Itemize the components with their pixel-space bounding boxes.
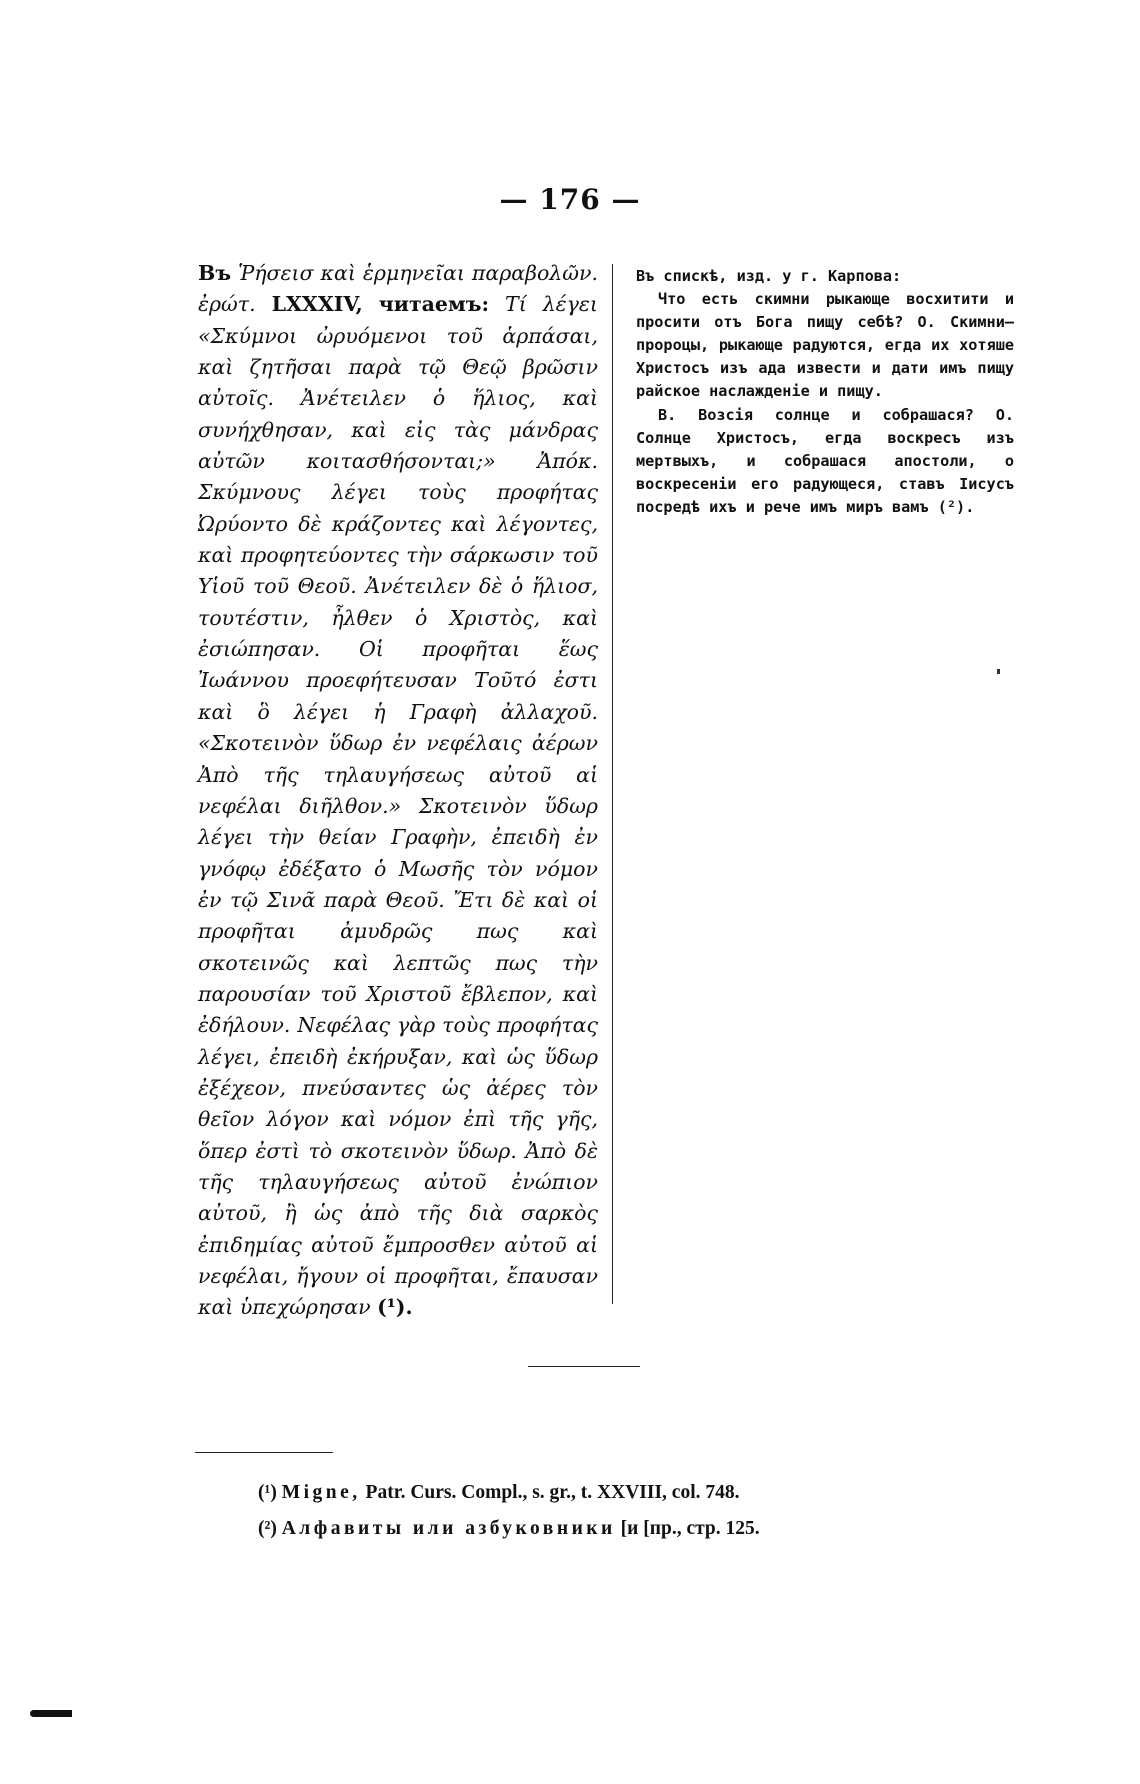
greek-column: [198, 258, 598, 1324]
footnote-1: [258, 1482, 739, 1504]
reading-verb: читаемъ:: [378, 292, 490, 317]
footnote-rule: [195, 1452, 333, 1453]
greek-body-text: Τί λέγει «Σκύμνοι ὠρυόμενοι τοῦ ἁρπάσαι, καὶ ζητῆσαι παρὰ τῷ Θεῷ βρῶσιν αὐτοῖς. Ἀνέτειλεν ὁ ἥλιος, καὶ συνήχθησαν, καὶ εἰς τὰς μάνδρας αὐτῶν κοιτασθήσονται;» Ἀπόκ. Σκύμνους λέγει τοὺς προφήτας Ὠρύοντο δὲ κράζοντες καὶ λέγοντες, καὶ προφητεύοντες τὴν σάρκωσιν τοῦ Υἱοῦ τοῦ Θεοῦ. Ἀνέτειλεν δὲ ὁ ἥλιοσ, τουτέστιν, ἦλθεν ὁ Χριστὸς, καὶ ἐσιώπησαν. Οἱ προφῆται ἕως Ἰωάννου προεφήτευσαν Τοῦτό ἐστι καὶ ὃ λέγει ἡ Γραφὴ ἀλλαχοῦ. «Σκοτεινὸν ὕδωρ ἐν νεφέλαις ἀέρων Ἀπὸ τῆς τηλαυγήσεως αὐτοῦ αἱ νεφέλαι διῆλθον.» Σκοτεινὸν ὕδωρ λέγει τὴν θείαν Γραφὴν, ἐπειδὴ ἐν γνόφῳ ἐδέξατο ὁ Μωσῆς τὸν νόμον ἐν τῷ Σινᾶ παρὰ Θεοῦ. Ἔτι δὲ καὶ οἱ προφῆται ἀμυδρῶς πως καὶ σκοτεινῶς καὶ λεπτῶς πως τὴν παρουσίαν τοῦ Χριστοῦ ἔβλεπον, καὶ ἐδήλουν. Νεφέλας γὰρ τοὺς προφήτας λέγει, ἐπειδὴ ἐκήρυξαν, καὶ ὡς ὕδωρ ἐξέχεον, πνεύσαντες ὡς ἀέρες τὸν θεῖον λόγον καὶ νόμον ἐπὶ τῆς γῆς, ὅπερ ἐστὶ τὸ σκοτεινὸν ὕδωρ. Ἀπὸ δὲ τῆς τηλαυγήσεως αὐτοῦ ἐνώπιον αὐτοῦ, ἢ ὡς ἀπὸ τῆς διὰ σαρκὸς ἐπιδημίας αὐτοῦ ἔμπροσθεν αὐτοῦ αἱ νεφέλαι, ἤγουν οἱ προφῆται, ἔπαυσαν καὶ ὑπεχώρησαν: [198, 292, 598, 1320]
page-number: — 176 —: [499, 183, 641, 216]
column-lead-word: Въ: [198, 261, 232, 285]
footnote-1-text: Patr. Curs. Compl., s. gr., t. XXVIII, col. 748.: [365, 1482, 740, 1503]
slavonic-paragraph-2: [636, 404, 1014, 519]
footnote-ref-1: (¹).: [377, 1295, 413, 1320]
scan-mark: [30, 1710, 72, 1717]
slavonic-paragraph-1: Что есть скимни рыкающе восхитити и просити отъ Бога пищу себѣ? О. Скимни—пророцы, рыкающе радуются, егда их хотяше Христосъ изъ ада извести и дати имъ пищу райское наслажденіе и пищу.: [636, 290, 1014, 401]
section-end-rule: [528, 1366, 640, 1367]
footnote-2-title: Алфавиты или азбуковники: [281, 1518, 616, 1539]
footnote-2-marker: (²): [258, 1518, 277, 1539]
footnote-2-text: [и [пр., стр. 125.: [620, 1518, 760, 1539]
slavonic-heading: Въ спискѣ, изд. у г. Карпова:: [636, 267, 902, 285]
slavonic-column: [636, 265, 1014, 519]
column-divider: [612, 264, 613, 1304]
footnote-2: [258, 1518, 760, 1540]
footnote-1-author: Migne,: [281, 1482, 361, 1503]
slavonic-paragraph-2-text: В. Возсія солнце и собрашася? О. Солнце Христосъ, егда воскресъ изъ мертвыхъ, и собрашася апостоли, о воскресеніи его радующеся, ставъ Іисусъ посредѣ ихъ и рече имъ миръ вамъ: [636, 405, 1014, 516]
scan-speck: [997, 669, 1000, 674]
footnote-1-marker: (¹): [258, 1482, 277, 1503]
question-number: LXXXIV,: [271, 292, 363, 317]
footnote-ref-2: (²).: [937, 497, 975, 516]
greek-work-title: Ῥήσεισ καὶ ἑρμηνεῖαι παραβολῶν. ἐρώτ.: [198, 261, 598, 317]
